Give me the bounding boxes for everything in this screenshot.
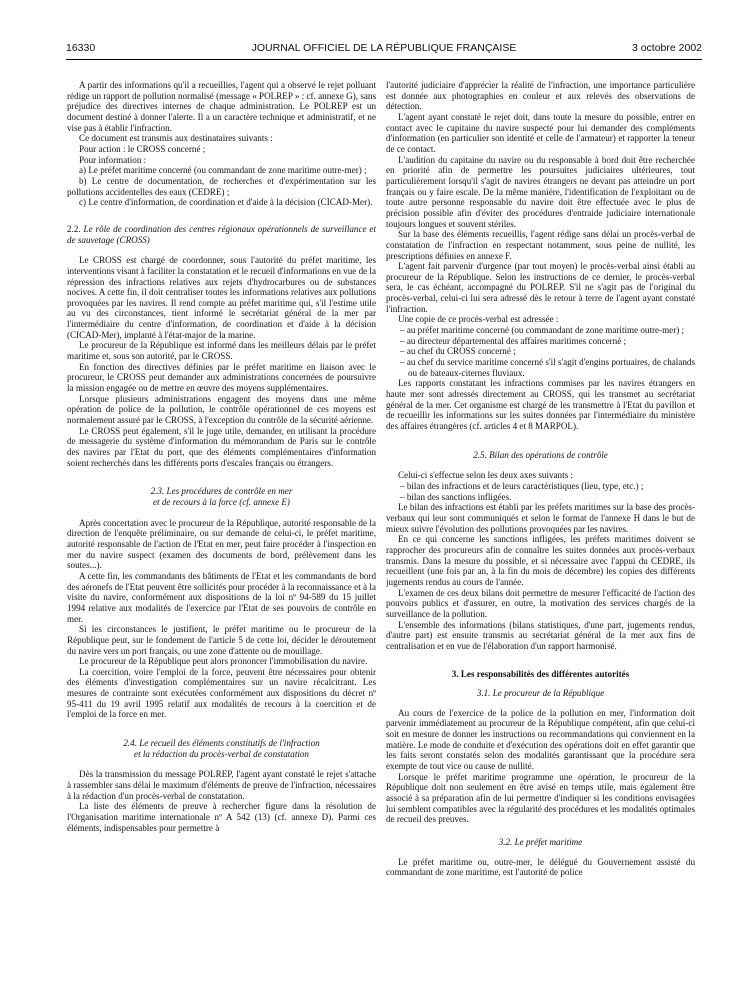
section-title-line: 2.3. Les procédures de contrôle en mer	[150, 486, 293, 497]
paragraph: Le préfet maritime ou, outre-mer, le délégué du Gouvernement assisté du commandant de zone maritime, est l'autorité de police	[386, 856, 695, 878]
section-title: 3.2. Le préfet maritime	[498, 837, 583, 847]
paragraph: Le bilan des infractions est établi par les préfets maritimes sur la base des procès-verbaux qui leur sont communiqués et selon le format de l'annexe H dans le but de mieux suivre l'évolution des pollutions provoquées par les navires.	[386, 502, 695, 534]
list-item: – au chef du service maritime concerné s'il s'agit d'engins portuaires, de chalands ou de bateaux-citernes fluviaux.	[400, 357, 695, 378]
paragraph: La coercition, voire l'emploi de la force, peuvent être nécessaires pour obtenir des éléments d'investigation complémentaires sur un navire récalcitrant. Les mesures de contrainte sont exécutées conformément aux dispositions du décret nº 95-411 du 19 avril 1995 relatif aux modalités de recours à la coercition et de l'emploi de la force en mer.	[67, 666, 376, 720]
paragraph: L'audition du capitaine du navire ou du responsable à bord doit être recherchée en priorité afin de permettre les poursuites judiciaires ultérieures, tout particulièrement lorsqu'il s'agit de navires étrangers ne devant pas atteindre un port français ou y faire escale. De la même manière, l'identification de l'exploitant ou de toute autre personne responsable du navire doit être effectuée avec le plus de précision possible afin d'éviter des procédures d'entraide judiciaire internationale toujours longues et souvent stériles.	[386, 154, 695, 229]
list-item: – au chef du CROSS concerné ;	[400, 346, 516, 357]
paragraph: La liste des éléments de preuve à rechercher figure dans la résolution de l'Organisation maritime internationale nº A 542 (13) (cf. annexe D). Parmi ces éléments, indispensables pour permettre à	[67, 801, 376, 833]
publication-date: 3 octobre 2002	[631, 42, 702, 54]
paragraph: Les rapports constatant les infractions commises par les navires étrangers en haute mer sont adressés directement au CROSS, qui les transmet au secrétariat général de la mer. Cet organisme est chargé de les transmettre à l'Etat du pavillon et de recueillir les informations sur les suites données par l'intermédiaire du ministère des affaires étrangères (cf. articles 4 et 8 MARPOL).	[386, 378, 695, 431]
paragraph: Le CROSS est chargé de coordonner, sous l'autorité du préfet maritime, les interventions visant à faciliter la constatation et le recueil d'informations en vue de la répression des infractions relatives aux rejets d'hydrocarbures ou de substances nocives. A cette fin, il doit centraliser toutes les informations relatives aux pollutions provoquées par les navires. Il rend compte au préfet maritime qui, s'il l'estime utile au vu des circonstances, tient informé le secrétariat général de la mer par l'intermédiaire du centre d'information, de coordination et d'aide à la décision (CICAD-Mer), implanté à l'état-major de la marine.	[67, 255, 376, 340]
paragraph: Lorsque le préfet maritime programme une opération, le procureur de la République doit non seulement en être avisé en temps utile, mais également être associé à sa préparation afin de lui permettre d'indiquer si les conditions envisagées lui semblent compatibles avec la régularité des procédures et les modalités optimales de recueil des preuves.	[386, 771, 695, 825]
section-heading-3-1	[386, 688, 695, 699]
page-header	[66, 42, 702, 58]
list-item: – au préfet maritime concerné (ou commandant de zone maritime outre-mer) ;	[400, 325, 685, 336]
paragraph: Pour information :	[79, 154, 147, 165]
section-number: 2.2.	[67, 223, 81, 234]
paragraph: En ce qui concerne les sanctions infligées, les préfets maritimes doivent se rapprocher des procureurs afin de connaître les suites données aux procès-verbaux transmis. Dans la mesure du possible, et si nécessaire avec l'appui du CEDRE, ils recueillent (une fois par an, à la fin du mois de décembre) les copies des différents jugements rendus au cours de l'année.	[386, 534, 695, 587]
paragraph: l'autorité judiciaire d'apprécier la réalité de l'infraction, une importance particulière est donnée aux photographies en couleur et aux relevés des observations de détection.	[386, 80, 695, 112]
section-title: Le rôle de coordination des centres régionaux opérationnels de surveillance et de sauvetage (CROSS)	[67, 223, 376, 245]
right-column	[386, 80, 695, 980]
section-heading-2-2	[67, 224, 376, 245]
list-item: – bilan des infractions et de leurs caractéristiques (lieu, type, etc.) ;	[400, 480, 644, 491]
paragraph: A cette fin, les commandants des bâtiments de l'Etat et les commandants de bord des aéronefs de l'Etat peuvent être sollicités pour procéder à la reconnaissance et à la visite du navire, conformément aux dispositions de la loi nº 94-589 du 15 juillet 1994 relative aux modalités de l'exercice par l'Etat de ses pouvoirs de contrôle en mer.	[67, 570, 376, 624]
section-title-line: et de recours à la force (cf. annexe E)	[153, 496, 290, 507]
paragraph: En fonction des directives définies par le préfet maritime en liaison avec le procureur, le CROSS peut demander aux administrations concernées de poursuivre la mission engagée ou de mettre en œuvre des moyens supplémentaires.	[67, 361, 376, 394]
section-heading-2-3	[67, 486, 376, 507]
list-item: b) Le centre de documentation, de recherches et d'expérimentation sur les pollutions accidentelles des eaux (CEDRE) ;	[67, 175, 376, 197]
page-number: 16330	[66, 42, 96, 54]
list-item: – au directeur départemental des affaires maritimes concerné ;	[400, 335, 627, 346]
section-title-line: 2.4. Le recueil des éléments constitutifs de l'infraction	[123, 738, 320, 749]
paragraph: Lorsque plusieurs administrations engagent des moyens dans une même opération de police de la pollution, le contrôle opérationnel de ces moyens est normalement assuré par le CROSS, à l'exception du contrôle de la sécurité aérienne.	[67, 393, 376, 426]
section-title: 2.5. Bilan des opérations de contrôle	[473, 449, 608, 460]
paragraph: A partir des informations qu'il a recueillies, l'agent qui a observé le rejet polluant rédige un rapport de pollution normalisé (message « POLREP » : cf. annexe G), sans préjudice des directives internes de chaque administration. Le POLREP est un document destiné à donner l'alerte. Il a un caractère technique et administratif, et ne vise pas à établir l'infraction.	[67, 80, 376, 133]
paragraph: Le CROSS peut également, s'il le juge utile, demander, en utilisant la procédure de messagerie du système d'information du mémorandum de Paris sur le contrôle des navires par l'Etat du port, que des éléments complémentaires d'information soient recherchés dans les différents ports d'escales français ou étrangers.	[67, 425, 376, 468]
section-heading-2-4	[67, 738, 376, 759]
section-title-line: et la rédaction du procès-verbal de constatation	[134, 748, 309, 759]
paragraph: L'agent fait parvenir d'urgence (par tout moyen) le procès-verbal ainsi établi au procureur de la République. Selon les instructions de ce dernier, le procès-verbal sera, le cas échéant, accompagné du POLREP. S'il ne s'agit pas de l'original du procès-verbal, celui-ci lui sera adressé dès le retour à terre de l'agent ayant constaté l'infraction.	[386, 261, 695, 314]
list-item: a) Le préfet maritime concerné (ou commandant de zone maritime outre-mer) ;	[79, 165, 367, 176]
paragraph: Sur la base des éléments recueillis, l'agent rédige sans délai un procès-verbal de constatation de l'infraction en respectant notamment, sous peine de nullité, les prescriptions définies en annexe F.	[386, 229, 695, 261]
paragraph: Après concertation avec le procureur de la République, autorité responsable de la direction de l'enquête préliminaire, ou sur demande de celui-ci, le préfet maritime, autorité responsable de l'action de l'Etat en mer, peut faire procéder à l'inspection en mer du navire suspect (examen des documents de bord, prélèvement dans les soutes...).	[67, 517, 376, 571]
section-heading-2-5	[386, 450, 695, 461]
paragraph: Le procureur de la République peut alors prononcer l'immobilisation du navire.	[79, 656, 368, 667]
paragraph: Si les circonstances le justifient, le préfet maritime ou le procureur de la République peut, sur le fondement de l'article 5 de cette loi, décider le déroutement du navire vers un port français, ou une zone d'attente ou de mouillage.	[67, 624, 376, 656]
list-item: c) Le centre d'information, de coordination et d'aide à la décision (CICAD-Mer).	[79, 197, 373, 208]
journal-title: JOURNAL OFFICIEL DE LA RÉPUBLIQUE FRANÇAISE	[251, 42, 517, 54]
paragraph: Le procureur de la République est informé dans les meilleurs délais par le préfet maritime et, sous son autorité, par le CROSS.	[67, 340, 376, 362]
paragraph: Dès la transmission du message POLREP, l'agent ayant constaté le rejet s'attache à rassembler sans délai le maximum d'éléments de preuve de l'infraction, nécessaires à la rédaction d'un procès-verbal de constatation.	[67, 769, 376, 801]
paragraph: Une copie de ce procès-verbal est adressée :	[398, 314, 559, 325]
paragraph: Celui-ci s'effectue selon les deux axes suivants :	[398, 470, 573, 481]
list-item: – bilan des sanctions infligées.	[400, 491, 512, 502]
paragraph: L'examen de ces deux bilans doit permettre de mesurer l'efficacité de l'action des pouvoirs publics et d'assurer, en outre, la motivation des services chargés de la surveillance de la pollution.	[386, 587, 695, 619]
paragraph: Ce document est transmis aux destinataires suivants :	[79, 133, 273, 144]
paragraph: Pour action : le CROSS concerné ;	[79, 143, 206, 154]
paragraph: L'ensemble des informations (bilans statistiques, d'une part, jugements rendus, d'autre part) est ensuite transmis au secrétariat général de la mer aux fins de centralisation et en vue de l'élaboration d'un rapport harmonisé.	[386, 619, 695, 651]
section-title: 3.1. Le procureur de la République	[476, 688, 605, 699]
section-heading-3-2	[386, 837, 695, 848]
paragraph: L'agent ayant constaté le rejet doit, dans toute la mesure du possible, entrer en contact avec le capitaine du navire suspecté pour lui demander des compléments d'information (en particulier son identité et celle de l'armateur) et rapporter la teneur de ce contact.	[386, 111, 695, 154]
paragraph: Au cours de l'exercice de la police de la pollution en mer, l'information doit parvenir immédiatement au procureur de la République compétent, afin que celui-ci soit en mesure de donner les instructions ou recommandations qui conviennent en la matière. Le mode de conduite et d'exécution des opérations doit en effet garantir que les faits seront constatés selon des modalités garantissant que la procédure sera exempte de tout vice ou cause de nullité.	[386, 707, 695, 772]
header-rule	[66, 59, 702, 60]
left-column	[67, 80, 376, 980]
section-heading-3: 3. Les responsabilités des différentes autorités	[451, 669, 630, 680]
